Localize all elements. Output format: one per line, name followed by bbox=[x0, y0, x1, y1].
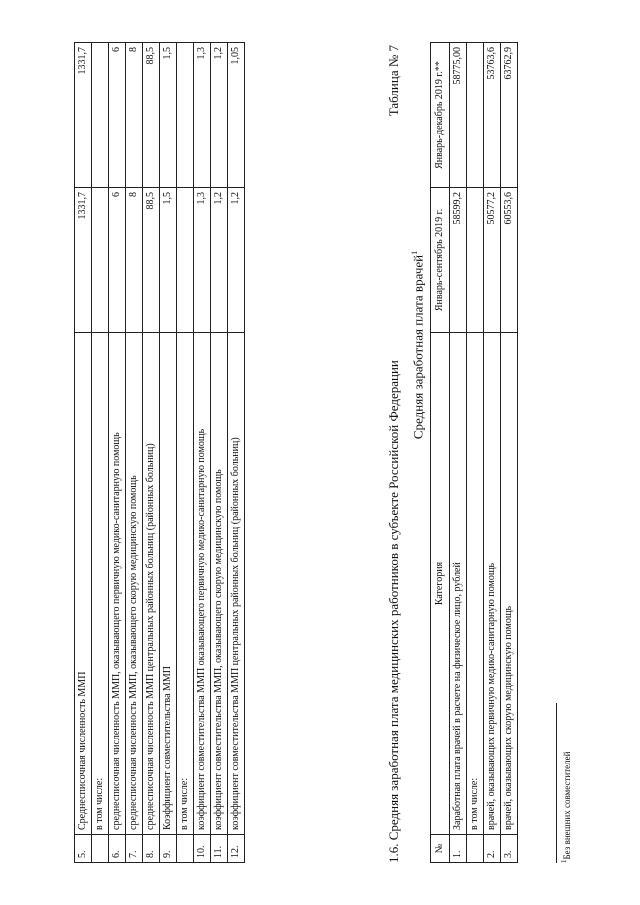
staff-table bbox=[74, 42, 245, 863]
row-value-1: 1,5 bbox=[160, 188, 177, 333]
row-value-2: 53763,6 bbox=[484, 43, 501, 188]
row-label: врачей, оказывающих скорую медицинскую помощь bbox=[501, 333, 518, 835]
footnote-text: Без внешних совместителей bbox=[562, 751, 572, 860]
table-row bbox=[484, 43, 501, 863]
row-value-2: 1,5 bbox=[160, 43, 177, 188]
row-number: 3. bbox=[501, 835, 518, 863]
row-value-2 bbox=[177, 43, 194, 188]
footnote-mark: 1 bbox=[560, 859, 568, 863]
row-value-2 bbox=[92, 43, 109, 188]
row-number: 11. bbox=[211, 835, 228, 863]
row-label: среднесписочная численность ММП, оказывающего скорую медицинскую помощь bbox=[126, 333, 143, 835]
row-value-2: 6 bbox=[109, 43, 126, 188]
row-value-1 bbox=[467, 188, 484, 333]
row-number: 5. bbox=[75, 835, 92, 863]
footnote bbox=[560, 752, 572, 863]
row-value-1: 1,3 bbox=[194, 188, 211, 333]
table-row bbox=[109, 43, 126, 863]
row-label: среднесписочная численность ММП центральных районных больниц (районных больниц) bbox=[143, 333, 160, 835]
row-label: в том числе: bbox=[92, 333, 109, 835]
salary-table bbox=[430, 42, 518, 863]
row-value-2: 63762,9 bbox=[501, 43, 518, 188]
row-value-1: 58599,2 bbox=[450, 188, 467, 333]
table-row bbox=[501, 43, 518, 863]
table-row bbox=[228, 43, 245, 863]
table-row bbox=[126, 43, 143, 863]
row-value-1 bbox=[92, 188, 109, 333]
row-value-1: 1,2 bbox=[228, 188, 245, 333]
table-row bbox=[194, 43, 211, 863]
row-label: коэффициент совместительства ММП оказывающего первичную медико-санитарную помощь bbox=[194, 333, 211, 835]
staff-table-body bbox=[75, 43, 245, 863]
row-value-2: 8 bbox=[126, 43, 143, 188]
row-label: среднесписочная численность ММП, оказывающего первичную медико-санитарную помощь bbox=[109, 333, 126, 835]
row-value-1: 88,5 bbox=[143, 188, 160, 333]
row-number bbox=[92, 835, 109, 863]
salary-table-header-row bbox=[431, 43, 450, 863]
row-value-1: 60553,6 bbox=[501, 188, 518, 333]
table-row bbox=[450, 43, 467, 863]
row-label: Коэффициент совместительства ММП bbox=[160, 333, 177, 835]
table-caption bbox=[410, 85, 426, 605]
row-value-2: 88,5 bbox=[143, 43, 160, 188]
row-number: 8. bbox=[143, 835, 160, 863]
row-value-2: 1,2 bbox=[211, 43, 228, 188]
table-row bbox=[92, 43, 109, 863]
section-title: 1.6. Средняя заработная плата медицинских работников в субъекте Российской Федерации bbox=[386, 360, 401, 863]
row-value-2: 1331,7 bbox=[75, 43, 92, 188]
table-row bbox=[177, 43, 194, 863]
table-row bbox=[75, 43, 92, 863]
row-number: 12. bbox=[228, 835, 245, 863]
salary-table-body bbox=[450, 43, 518, 863]
header-number: № bbox=[431, 835, 450, 863]
table-caption-text: Средняя заработная плата врачей bbox=[410, 254, 426, 440]
row-number: 7. bbox=[126, 835, 143, 863]
row-label: Заработная плата врачей в расчете на физическое лицо, рублей bbox=[450, 333, 467, 835]
row-value-1: 1331,7 bbox=[75, 188, 92, 333]
header-period-2: Январь-декабрь 2019 г.** bbox=[431, 43, 450, 188]
row-number bbox=[177, 835, 194, 863]
table-row bbox=[211, 43, 228, 863]
row-number: 6. bbox=[109, 835, 126, 863]
table-number: Таблица № 7 bbox=[386, 45, 401, 117]
row-label: коэффициент совместительства ММП, оказывающего скорую медицинскую помощь bbox=[211, 333, 228, 835]
row-value-1: 1,2 bbox=[211, 188, 228, 333]
row-value-2: 1,05 bbox=[228, 43, 245, 188]
row-number: 10. bbox=[194, 835, 211, 863]
caption-footnote-mark: 1 bbox=[410, 250, 419, 255]
row-value-1: 50577,2 bbox=[484, 188, 501, 333]
row-value-1 bbox=[177, 188, 194, 333]
row-number bbox=[467, 835, 484, 863]
header-period-1: Январь-сентябрь 2019 г. bbox=[431, 188, 450, 333]
row-label: в том числе: bbox=[177, 333, 194, 835]
row-value-2: 58775,00 bbox=[450, 43, 467, 188]
row-label: врачей, оказывающих первичную медико-санитарную помощь bbox=[484, 333, 501, 835]
row-number: 2. bbox=[484, 835, 501, 863]
footnote-divider bbox=[556, 703, 557, 863]
row-value-1: 8 bbox=[126, 188, 143, 333]
row-label: Среднесписочная численность ММП bbox=[75, 333, 92, 835]
row-number: 1. bbox=[450, 835, 467, 863]
row-value-2 bbox=[467, 43, 484, 188]
row-value-1: 6 bbox=[109, 188, 126, 333]
row-value-2: 1,3 bbox=[194, 43, 211, 188]
table-row bbox=[160, 43, 177, 863]
row-label: коэффициент совместительства ММП центральных районных больниц (районных больниц) bbox=[228, 333, 245, 835]
header-category: Категория bbox=[431, 333, 450, 835]
row-label: в том числе: bbox=[467, 333, 484, 835]
row-number: 9. bbox=[160, 835, 177, 863]
table-row bbox=[143, 43, 160, 863]
table-row bbox=[467, 43, 484, 863]
